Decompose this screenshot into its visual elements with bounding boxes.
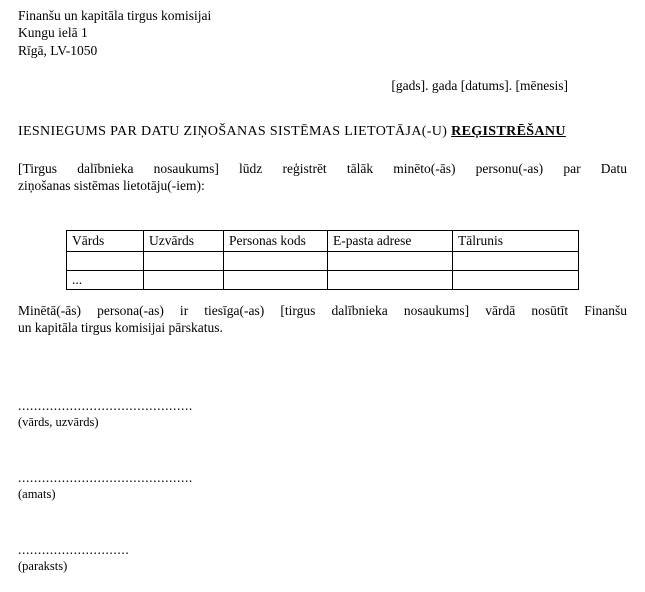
users-table [66, 230, 579, 290]
authorization-paragraph [18, 302, 627, 337]
table-cell [224, 271, 328, 290]
authorization-paragraph-line-1: Minētā(-ās) persona(-as) ir tiesīga(-as) [tirgus dalībnieka nosaukums] vārdā nosūtīt Finanšu [18, 303, 627, 318]
intro-paragraph-line-2: ziņošanas sistēmas lietotāju(-iem): [18, 178, 205, 194]
signature-label-position: (amats) [18, 487, 56, 501]
table-cell [328, 252, 453, 271]
signature-dotted-line: ............................................ [18, 470, 193, 485]
signature-label-name: (vārds, uzvārds) [18, 415, 99, 429]
signature-dotted-line: ............................................ [18, 398, 193, 413]
table-cell [144, 271, 224, 290]
recipient-line-3: Rīgā, LV-1050 [18, 42, 98, 58]
table-header-uzvards: Uzvārds [144, 231, 224, 252]
intro-paragraph [18, 160, 627, 195]
table-cell [453, 252, 579, 271]
table-header-personas-kods: Personas kods [224, 231, 328, 252]
recipient-address-block [18, 7, 211, 59]
recipient-line-1: Finanšu un kapitāla tirgus komisijai [18, 8, 212, 23]
document-title-emphasized: REĢISTRĒŠANU [451, 124, 566, 139]
table-row [67, 271, 579, 290]
table-cell [67, 252, 144, 271]
table-cell: ... [67, 271, 144, 290]
table-header-row [67, 231, 579, 252]
signature-block-signature [18, 543, 129, 573]
signature-label-signature: (paraksts) [18, 559, 68, 573]
table-cell [328, 271, 453, 290]
table-cell [144, 252, 224, 271]
date-placeholder-line: [gads]. gada [datums]. [mēnesis] [391, 78, 568, 93]
table-cell [224, 252, 328, 271]
document-title [18, 124, 566, 140]
signature-block-name [18, 399, 193, 429]
table-row [67, 252, 579, 271]
signature-dotted-line: ............................ [18, 542, 130, 557]
table-cell [453, 271, 579, 290]
table-header-epasta-adrese: E-pasta adrese [328, 231, 453, 252]
table-header-talrunis: Tālrunis [453, 231, 579, 252]
intro-paragraph-line-1: [Tirgus dalībnieka nosaukums] lūdz reģistrēt tālāk minēto(-ās) personu(-as) par Datu [18, 161, 627, 176]
recipient-line-2: Kungu ielā 1 [18, 25, 88, 41]
table-header-vards: Vārds [67, 231, 144, 252]
authorization-paragraph-line-2: un kapitāla tirgus komisijai pārskatus. [18, 320, 223, 336]
signature-block-position [18, 471, 193, 501]
document-title-regular: IESNIEGUMS PAR DATU ZIŅOŠANAS SISTĒMAS LIETOTĀJA(-U) [18, 124, 452, 139]
